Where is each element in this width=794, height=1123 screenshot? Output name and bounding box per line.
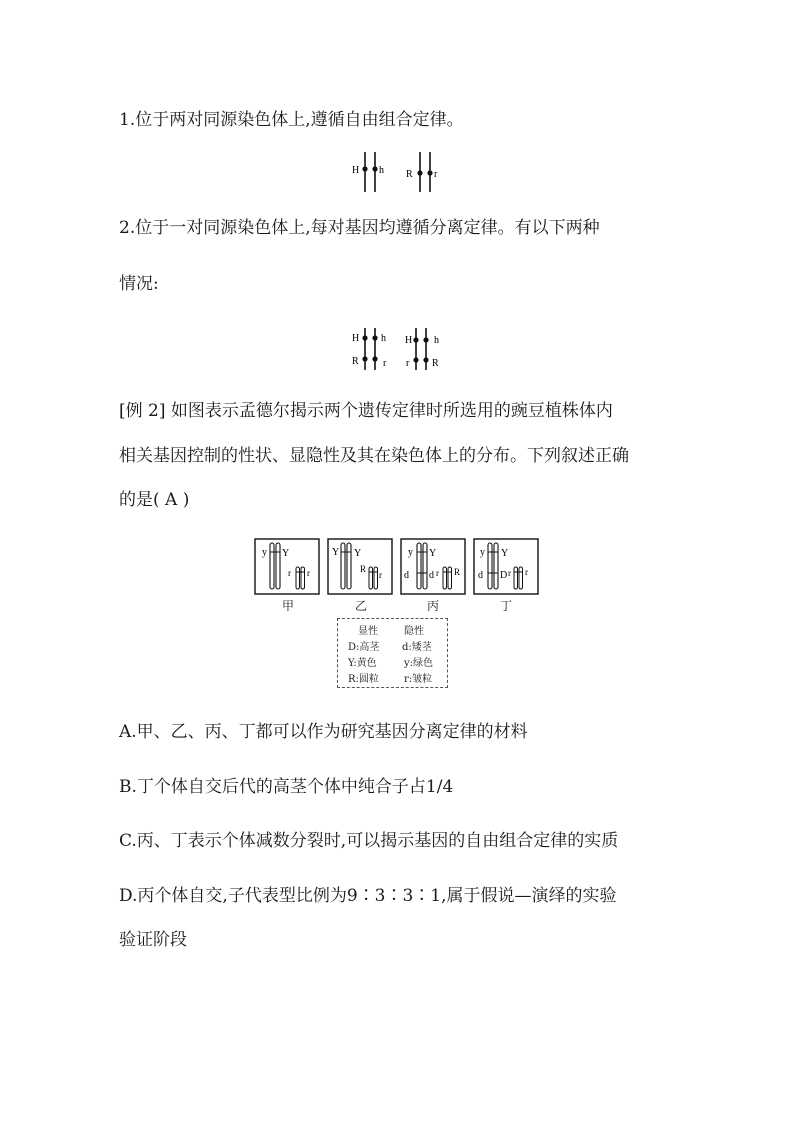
gene-locus [372,166,377,171]
legend-dominant-trait: R:圆粒 [348,674,379,685]
legend-recessive-trait: y:绿色 [404,658,434,669]
allele-label: h [434,335,439,346]
chromosome [519,567,523,589]
chromosome [347,543,351,589]
allele-label: R [352,356,359,367]
option-b: B.丁个体自交后代的高茎个体中纯合子占1/4 [119,777,454,797]
allele-label: r [288,568,291,578]
panel-label-yi: 乙 [355,599,368,613]
four-panel-chromosome-figure [254,538,542,598]
legend-dominant-trait: D:高茎 [348,642,380,653]
allele-label: h [379,165,384,176]
chromosome [417,543,421,589]
allele-label: D [500,570,508,581]
gene-locus [427,170,432,175]
chromosome-figure-separate-pairs [348,150,448,194]
chromosome [301,567,305,589]
panel-yi [328,539,392,594]
text-line-5: 相关基因控制的性状、显隐性及其在染色体上的分布。下列叙述正确 [119,446,629,466]
allele-label: d [404,570,409,581]
allele-label: R [406,169,413,180]
chromosome [448,567,452,589]
chromosome [488,543,492,589]
gene-locus [423,337,428,342]
text-line-1: 1.位于两对同源染色体上,遵循自由组合定律。 [119,110,464,130]
legend-recessive-trait: d:矮茎 [402,642,432,653]
allele-label: y [480,547,485,558]
gene-locus [423,357,428,362]
allele-label: Y [354,548,362,559]
allele-label: d [478,570,483,581]
allele-label: r [383,358,387,369]
allele-label: Y [429,548,437,559]
panel-label-jia: 甲 [282,599,295,613]
allele-label: r [406,358,410,369]
chromosome [374,567,378,589]
gene-locus [362,335,367,340]
panel-label-bing: 丙 [427,599,440,613]
chromosome [443,567,447,589]
gene-locus [362,166,367,171]
chromosome [423,543,427,589]
text-line-2: 2.位于一对同源染色体上,每对基因均遵循分离定律。有以下两种 [119,218,600,238]
chromosome [341,543,345,589]
allele-label: r [379,570,382,580]
gene-locus [417,170,422,175]
chromosome [514,567,518,589]
allele-label: R [432,358,439,369]
chromosome [296,567,300,589]
chromosome [369,567,373,589]
allele-label: r [508,568,511,578]
gene-locus [413,337,418,342]
allele-label: r [525,567,528,577]
gene-locus [413,357,418,362]
gene-locus [362,356,367,361]
chromosome [276,543,280,589]
allele-label: Y [332,547,340,558]
gene-locus [372,335,377,340]
allele-label: Y [282,548,290,559]
panel-jia [255,539,319,594]
allele-label: H [405,335,413,346]
allele-label: R [360,564,367,574]
chromosome [270,543,274,589]
allele-label: R [454,567,461,577]
legend-header-dominant: 显性 [358,626,378,637]
allele-label: r [436,568,439,578]
panel-bing [401,539,465,594]
allele-label: Y [501,548,509,559]
option-d-continued: 验证阶段 [119,930,187,950]
allele-label: d [429,570,434,581]
text-line-6: 的是( A ) [119,490,190,510]
chromosome [494,543,498,589]
option-c: C.丙、丁表示个体减数分裂时,可以揭示基因的自由组合定律的实质 [119,831,619,851]
option-a: A.甲、乙、丙、丁都可以作为研究基因分离定律的材料 [119,722,528,742]
legend-header-recessive: 隐性 [404,626,424,637]
allele-label: H [352,333,360,344]
allele-label: y [262,547,267,558]
allele-label: h [381,333,386,344]
text-line-4: [例 2] 如图表示孟德尔揭示两个遗传定律时所选用的豌豆植株体内 [119,401,613,421]
allele-label: y [408,547,413,558]
panel-ding [474,539,538,594]
panel-label-ding: 丁 [500,599,513,613]
allele-label: r [307,568,310,578]
gene-locus [372,356,377,361]
option-d: D.丙个体自交,子代表型比例为9∶3∶3∶1,属于假说—演绎的实验 [119,886,617,906]
allele-label: r [434,169,438,180]
trait-legend [337,618,448,688]
text-line-3: 情况: [119,274,159,294]
legend-recessive-trait: r:皱粒 [404,674,433,685]
allele-label: H [352,165,360,176]
chromosome-figure-linked-genes [348,326,448,372]
legend-dominant-trait: Y:黄色 [348,658,377,669]
